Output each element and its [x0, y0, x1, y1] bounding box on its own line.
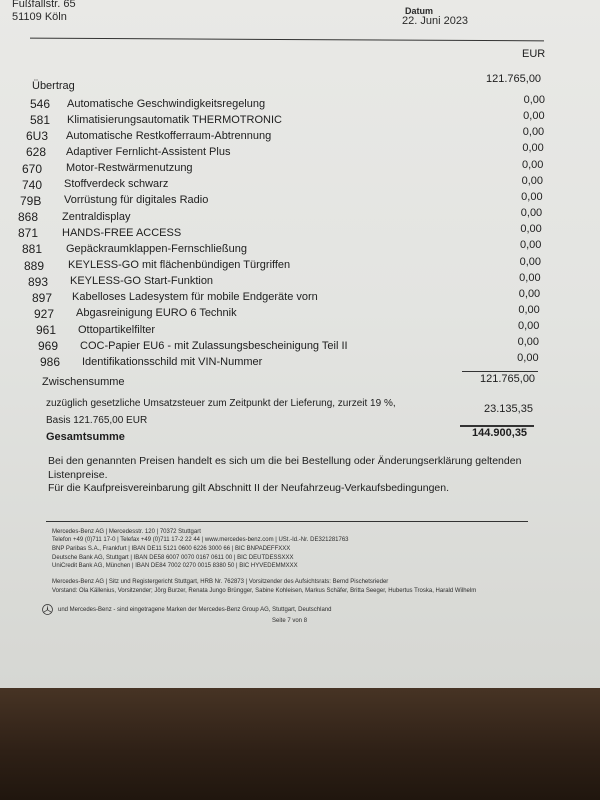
- date-value: 22. Juni 2023: [402, 15, 469, 27]
- footer-bank-3: UniCredit Bank AG, München | IBAN DE84 7002 0270 0015 8380 50 | BIC HYVEDEMMXXX: [52, 563, 298, 569]
- option-description: Identifikationsschild mit VIN-Nummer: [82, 355, 263, 368]
- date-label: Datum: [405, 6, 434, 16]
- option-amount: 0,00: [520, 207, 543, 220]
- address-city: 51109 Köln: [12, 11, 67, 23]
- option-code: 889: [24, 258, 45, 273]
- footer-board: Vorstand: Ola Källenius, Vorsitzender; Jörg Burzer, Renata Jungo Brüngger, Sabine Kohleisen, Markus Schäfer, Britta Seeger, Hubertus Troska, Harald Wilhelm: [52, 588, 477, 594]
- vat-basis: Basis 121.765,00 EUR: [46, 415, 148, 426]
- option-code: 79B: [20, 193, 42, 208]
- footer-rule: [46, 521, 528, 522]
- footer-bank-1: BNP Paribas S.A., Frankfurt | IBAN DE11 5121 0600 6226 3000 66 | BIC BNPADEFFXXX: [52, 546, 291, 552]
- carryover-value: 121.765,00: [486, 73, 542, 85]
- option-amount: 0,00: [523, 110, 545, 123]
- option-amount: 0,00: [517, 352, 539, 365]
- total-label: Gesamtsumme: [46, 431, 125, 443]
- option-amount: 0,00: [521, 174, 543, 187]
- option-code: 670: [22, 161, 43, 176]
- option-code: 740: [22, 177, 43, 192]
- option-code: 868: [18, 210, 39, 225]
- option-code: 969: [38, 339, 59, 354]
- subtotal-label: Zwischensumme: [42, 376, 125, 388]
- carryover-label: Übertrag: [32, 80, 75, 92]
- option-amount: 0,00: [517, 320, 540, 333]
- option-amount: 0,00: [521, 158, 544, 171]
- footer-register: Mercedes-Benz AG | Sitz und Registergericht Stuttgart, HRB Nr. 762873 | Vorsitzender des Aufsichtsrats: Bernd Pischetsrieder: [52, 579, 389, 585]
- option-amount: 0,00: [518, 303, 540, 316]
- contract-note: Für die Kaufpreisvereinbarung gilt Abschnitt II der Neufahrzeug-Verkaufsbedingungen.: [48, 482, 449, 494]
- footer-contact: Telefon +49 (0)711 17-0 | Telefax +49 (0)711 17-2 22 44 | www.mercedes-benz.com | USt.-Id.-Nr. DE321281763: [52, 537, 349, 543]
- option-description: Adaptiver Fernlicht-Assistent Plus: [66, 145, 231, 158]
- option-code: 628: [26, 145, 47, 160]
- option-description: Vorrüstung für digitales Radio: [64, 194, 209, 207]
- price-note: Bei den genannten Preisen handelt es sich um die bei Bestellung oder Änderungserklärung geltenden Listenpreise.: [48, 455, 522, 481]
- option-description: Automatische Geschwindigkeitsregelung: [67, 97, 266, 110]
- mercedes-star-icon: [42, 604, 53, 615]
- table-surface: [0, 680, 600, 800]
- option-description: Automatische Restkofferraum-Abtrennung: [66, 129, 272, 142]
- page-number: Seite 7 von 8: [272, 618, 308, 624]
- option-code: 961: [36, 323, 57, 338]
- option-code: 546: [30, 97, 51, 111]
- subtotal-value: 121.765,00: [480, 373, 536, 385]
- option-code: 6U3: [26, 129, 49, 144]
- option-amount: 0,00: [522, 126, 545, 139]
- option-description: Klimatisierungsautomatik THERMOTRONIC: [67, 113, 282, 126]
- option-description: Zentraldisplay: [62, 210, 131, 223]
- option-amount: 0,00: [519, 255, 541, 268]
- option-description: Kabelloses Ladesystem für mobile Endgeräte vorn: [72, 291, 318, 304]
- option-code: 871: [18, 226, 39, 241]
- option-code: 986: [40, 355, 61, 370]
- total-value: 144.900,35: [472, 427, 528, 439]
- option-amount: 0,00: [520, 223, 542, 236]
- option-description: Motor-Restwärmenutzung: [66, 162, 193, 175]
- option-description: Ottopartikelfilter: [78, 323, 156, 336]
- footer-trademark: und Mercedes-Benz - sind eingetragene Marken der Mercedes-Benz Group AG, Stuttgart, Deutschland: [58, 607, 332, 613]
- option-description: COC-Papier EU6 - mit Zulassungsbescheinigung Teil II: [80, 339, 348, 352]
- option-amount: 0,00: [521, 190, 543, 203]
- option-amount: 0,00: [518, 287, 541, 300]
- subtotal-rule: [462, 371, 538, 372]
- option-amount: 0,00: [522, 142, 544, 155]
- address-street: Fußfallstr. 65: [12, 0, 76, 10]
- footer-bank-2: Deutsche Bank AG, Stuttgart | IBAN DE58 6007 0070 0167 0611 00 | BIC DEUTDESSXXX: [52, 555, 294, 561]
- option-description: Gepäckraumklappen-Fernschließung: [66, 242, 247, 255]
- option-amount: 0,00: [519, 271, 541, 284]
- option-amount: 0,00: [523, 94, 545, 106]
- option-description: Stoffverdeck schwarz: [64, 178, 169, 191]
- header-rule: [30, 38, 544, 42]
- option-code: 927: [34, 306, 55, 321]
- vat-value: 23.135,35: [484, 403, 533, 415]
- option-description: HANDS-FREE ACCESS: [62, 226, 182, 239]
- vat-label: zuzüglich gesetzliche Umsatzsteuer zum Zeitpunkt der Lieferung, zurzeit 19 %,: [46, 398, 396, 409]
- currency-header: EUR: [522, 48, 546, 60]
- option-code: 881: [22, 242, 43, 257]
- option-amount: 0,00: [519, 239, 542, 252]
- option-description: Abgasreinigung EURO 6 Technik: [76, 307, 237, 320]
- option-description: KEYLESS-GO mit flächenbündigen Türgriffen: [68, 259, 291, 271]
- option-code: 897: [32, 290, 53, 305]
- option-description: KEYLESS-GO Start-Funktion: [70, 275, 214, 288]
- footer-address: Mercedes-Benz AG | Mercedesstr. 120 | 70372 Stuttgart: [52, 529, 201, 535]
- option-code: 581: [30, 113, 51, 128]
- option-amount: 0,00: [517, 336, 539, 349]
- option-code: 893: [28, 274, 49, 289]
